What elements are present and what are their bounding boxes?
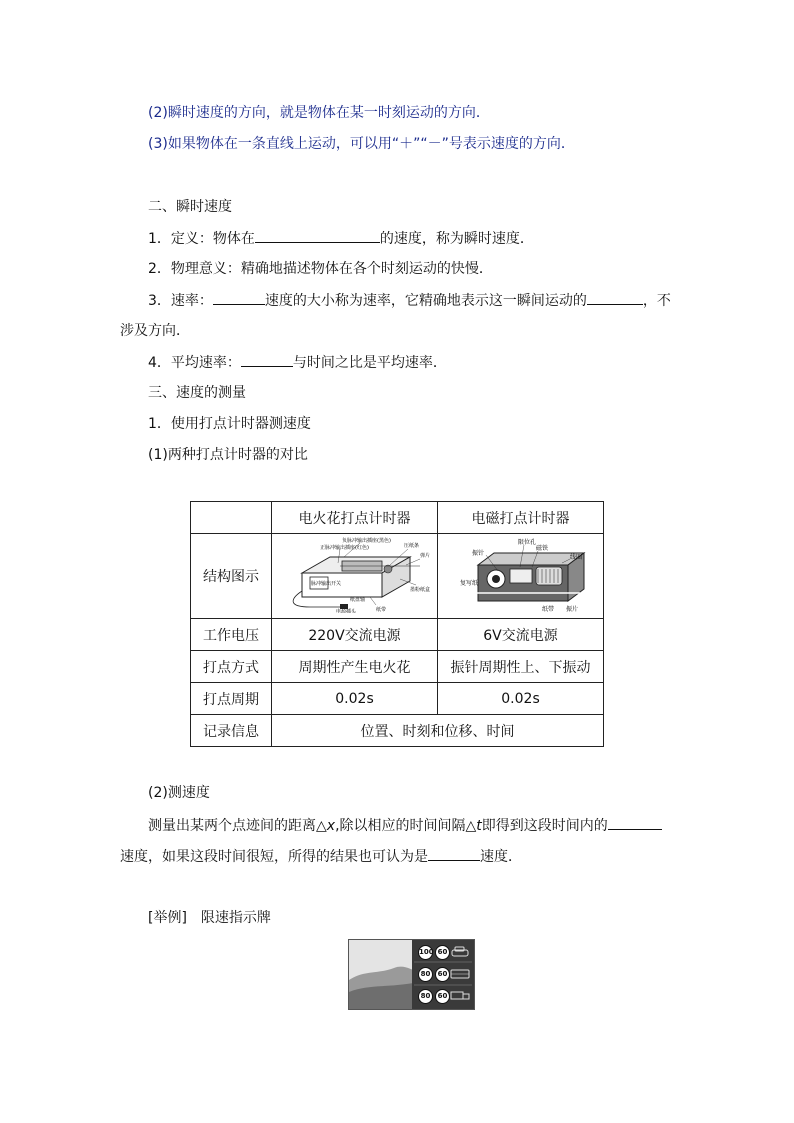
measure-text-e: 速度．	[480, 849, 522, 865]
speed-limit-badge: 80	[418, 967, 433, 982]
spark-label: 负脉冲输出插座(黑色)	[341, 538, 391, 544]
rate-text-c: ，不	[642, 293, 671, 309]
rate-text-b: 速度的大小称为速率，它精确地表示这一瞬间运动的	[264, 293, 587, 309]
table-row-label: 工作电压	[191, 619, 272, 651]
table-cell: 周期性产生电火花	[272, 651, 438, 683]
measure-line-1	[148, 815, 662, 836]
table-cell-merged: 位置、时刻和位移、时间	[272, 715, 604, 747]
physical-meaning-line: 2．物理意义：精确地描述物体在各个时刻运动的快慢．	[148, 261, 493, 277]
spark-label: 弹片	[419, 553, 430, 559]
compare-line: (1)两种打点计时器的对比	[148, 447, 308, 463]
definition-line	[148, 228, 534, 249]
table-row-label: 结构图示	[191, 534, 272, 619]
table-row	[191, 619, 604, 651]
table-row	[191, 715, 604, 747]
electromagnetic-timer-figure-cell	[438, 534, 604, 619]
use-timer-line: 1．使用打点计时器测速度	[148, 416, 311, 432]
symbol-t: t	[476, 818, 482, 834]
speed-rate-line-cont: 涉及方向．	[120, 323, 190, 339]
table-cell: 0.02s	[272, 683, 438, 715]
table-cell: 220V交流电源	[272, 619, 438, 651]
electromagnetic-timer-diagram	[446, 535, 596, 613]
spark-label: 压纸条	[403, 543, 419, 549]
em-label: 限位孔	[517, 539, 536, 546]
avg-text-a: 4．平均速率：	[148, 355, 241, 371]
blank-measure-1	[608, 815, 662, 830]
definition-text-b: 的速度，称为瞬时速度．	[379, 231, 534, 247]
measure-text-b: ,除以相应的时间间隔△	[335, 818, 477, 834]
timer-comparison-table	[190, 501, 604, 747]
speed-limit-badge: 60	[435, 967, 450, 982]
spark-label: 脉冲输出开关	[310, 581, 341, 587]
table-row-label: 记录信息	[191, 715, 272, 747]
measure-text-d: 速度，如果这段时间很短，所得的结果也可认为是	[120, 849, 428, 865]
speed-limit-badge: 60	[435, 989, 450, 1004]
car-icon	[451, 946, 469, 958]
table-row	[191, 534, 604, 619]
symbol-x: x	[326, 818, 336, 834]
point-2: (2)瞬时速度的方向，就是物体在某一时刻运动的方向．	[148, 105, 490, 121]
table-row	[191, 683, 604, 715]
table-header-cell	[191, 502, 272, 534]
measure-text-c: 即得到这段时间内的	[481, 818, 608, 834]
section-title-measurement: 三、速度的测量	[148, 385, 246, 401]
em-label: 纸带	[541, 606, 554, 613]
table-header-cell: 电火花打点计时器	[272, 502, 438, 534]
spark-timer-figure-cell	[272, 534, 438, 619]
em-label: 复写纸	[459, 580, 478, 587]
speed-limit-badge: 100	[418, 945, 433, 960]
blank-measure-2	[428, 846, 480, 861]
blank-rate-1	[213, 290, 265, 305]
spark-timer-diagram	[280, 535, 430, 613]
speed-rate-line	[148, 290, 671, 311]
truck-icon	[450, 990, 470, 1002]
avg-text-b: 与时间之比是平均速率．	[292, 355, 447, 371]
em-label: 振片	[565, 606, 578, 613]
table-row-label: 打点方式	[191, 651, 272, 683]
average-rate-line	[148, 352, 447, 373]
table-cell: 振针周期性上、下振动	[438, 651, 604, 683]
example-title: [举例] 限速指示牌	[148, 910, 271, 926]
measure-text-a: 测量出某两个点迹间的距离△	[148, 818, 327, 834]
table-header-row	[191, 502, 604, 534]
speed-limit-sign-photo	[348, 939, 475, 1010]
measure-line-2	[120, 846, 522, 867]
table-row-label: 打点周期	[191, 683, 272, 715]
speed-limit-badge: 80	[418, 989, 433, 1004]
spark-label: 电源插头	[335, 609, 356, 613]
spark-label: 正脉冲输出插座(红色)	[319, 545, 369, 551]
blank-avg	[241, 352, 293, 367]
section-title-instantaneous-velocity: 二、瞬时速度	[148, 199, 232, 215]
speed-limit-badge: 60	[435, 945, 450, 960]
measure-speed-title: (2)测速度	[148, 785, 210, 801]
table-cell: 6V交流电源	[438, 619, 604, 651]
table-row	[191, 651, 604, 683]
point-3: (3)如果物体在一条直线上运动，可以用“＋”“－”号表示速度的方向．	[148, 136, 575, 152]
spark-label: 墨粉纸盒	[409, 587, 430, 593]
spark-label: 纸带	[375, 607, 386, 613]
definition-text-a: 1．定义：物体在	[148, 231, 255, 247]
table-header-cell: 电磁打点计时器	[438, 502, 604, 534]
bus-icon	[450, 968, 470, 980]
em-label: 磁铁	[535, 545, 548, 552]
em-label: 振针	[471, 550, 484, 557]
em-label: 线圈	[569, 554, 582, 561]
spark-label: 纸盘轴	[349, 597, 365, 603]
table-cell: 0.02s	[438, 683, 604, 715]
rate-text-a: 3．速率：	[148, 293, 213, 309]
blank-rate-2	[587, 290, 643, 305]
blank-definition	[255, 228, 380, 243]
